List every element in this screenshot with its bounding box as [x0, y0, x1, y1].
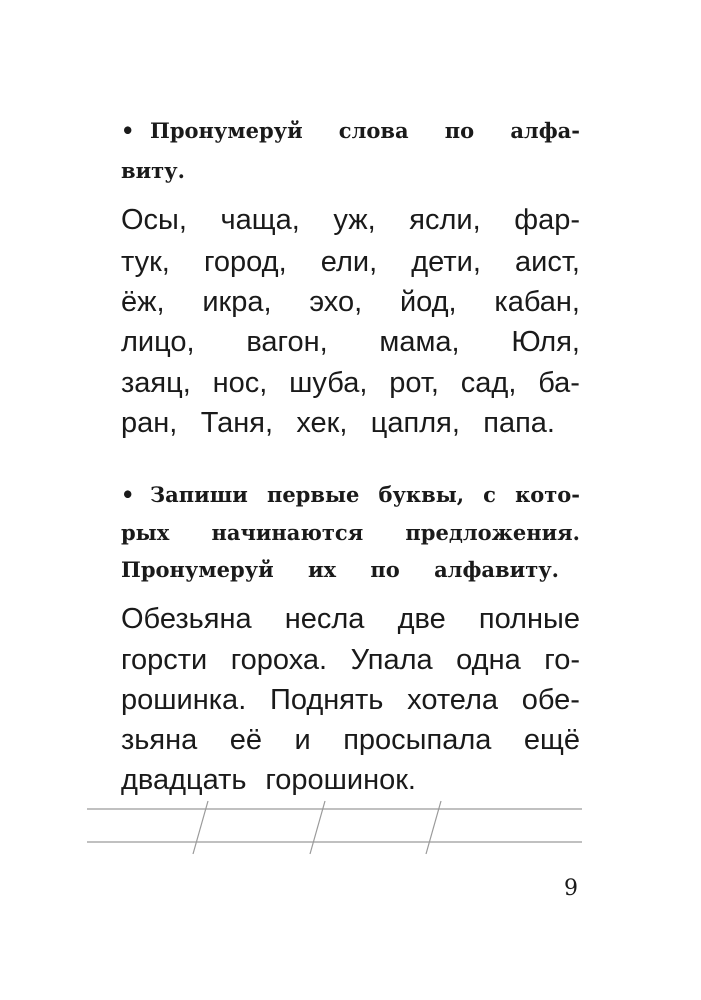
word: шуба,: [289, 367, 368, 399]
word: уж,: [333, 204, 376, 236]
page-number: 9: [564, 876, 578, 901]
word: несла: [284, 603, 365, 635]
word: ран,: [121, 407, 178, 439]
word: кабан,: [494, 286, 580, 318]
word: по: [444, 118, 475, 143]
text-line: [121, 366, 580, 400]
word: полные: [478, 603, 580, 635]
word: заяц,: [121, 367, 191, 399]
text-line: [121, 325, 580, 359]
word: Таня,: [200, 407, 274, 439]
word: двадцать: [121, 764, 247, 796]
word: и: [294, 724, 311, 756]
task-1-line: [150, 118, 580, 144]
task-2-line: [121, 557, 559, 583]
word: го-: [544, 644, 580, 676]
text-line: [121, 602, 580, 636]
word: начинаются: [211, 520, 364, 545]
text-line: [121, 285, 580, 319]
task-1-line: [121, 158, 580, 184]
word: обе-: [521, 684, 580, 716]
text-line: [121, 683, 580, 717]
word: просыпала: [343, 724, 492, 756]
word: горошинок.: [265, 764, 416, 796]
word: фар-: [514, 204, 580, 236]
text-line: [121, 203, 580, 237]
word: зьяна: [121, 724, 198, 756]
word: сад,: [460, 367, 517, 399]
word: их: [307, 557, 337, 582]
word: ёж,: [121, 286, 165, 318]
word: вагон,: [246, 326, 328, 358]
word: Поднять: [270, 684, 384, 716]
word: йод,: [399, 286, 457, 318]
word: аист,: [515, 246, 580, 278]
word: Осы,: [121, 204, 187, 236]
word: гороха.: [230, 644, 328, 676]
word: её: [229, 724, 263, 756]
word: нос,: [212, 367, 268, 399]
word: ещё: [523, 724, 580, 756]
word: ба-: [538, 367, 580, 399]
word: две: [397, 603, 446, 635]
word: чаща,: [220, 204, 300, 236]
word: эхо,: [309, 286, 363, 318]
word: мама,: [379, 326, 460, 358]
word: одна: [456, 644, 521, 676]
word: алфавиту.: [434, 557, 559, 582]
word: Обезьяна: [121, 603, 252, 635]
task-2-bullet: •: [121, 482, 135, 507]
task-2-line: [121, 520, 580, 546]
word: хотела: [407, 684, 498, 716]
word: лицо,: [121, 326, 195, 358]
task-2-line: [150, 482, 580, 508]
word: с: [483, 482, 496, 507]
word: Запиши: [150, 482, 248, 507]
word: рошинка.: [121, 684, 247, 716]
word: рых: [121, 520, 170, 545]
word: хек,: [296, 407, 348, 439]
word: первые: [266, 482, 360, 507]
word: виту.: [121, 158, 185, 183]
word: алфа-: [510, 118, 580, 143]
word: по: [370, 557, 400, 582]
word: город,: [203, 246, 287, 278]
word: цапля,: [370, 407, 460, 439]
word: Юля,: [511, 326, 580, 358]
word: Упала: [350, 644, 433, 676]
word: рот,: [389, 367, 439, 399]
task-1-bullet: •: [121, 118, 135, 143]
word: ясли,: [409, 204, 481, 236]
word: Пронумеруй: [121, 557, 274, 582]
word: дети,: [411, 246, 481, 278]
handwriting-lines[interactable]: [87, 800, 582, 860]
word: Пронумеруй: [150, 118, 303, 143]
word: тук,: [121, 246, 170, 278]
text-line: [121, 406, 555, 440]
word: горсти: [121, 644, 208, 676]
word: икра,: [202, 286, 272, 318]
text-line: [121, 763, 416, 797]
word: кото-: [515, 482, 580, 507]
word: ели,: [320, 246, 378, 278]
word: папа.: [483, 407, 555, 439]
text-line: [121, 643, 580, 677]
text-line: [121, 245, 580, 279]
word: буквы,: [378, 482, 465, 507]
word: слова: [338, 118, 409, 143]
text-line: [121, 723, 580, 757]
word: предложения.: [405, 520, 580, 545]
